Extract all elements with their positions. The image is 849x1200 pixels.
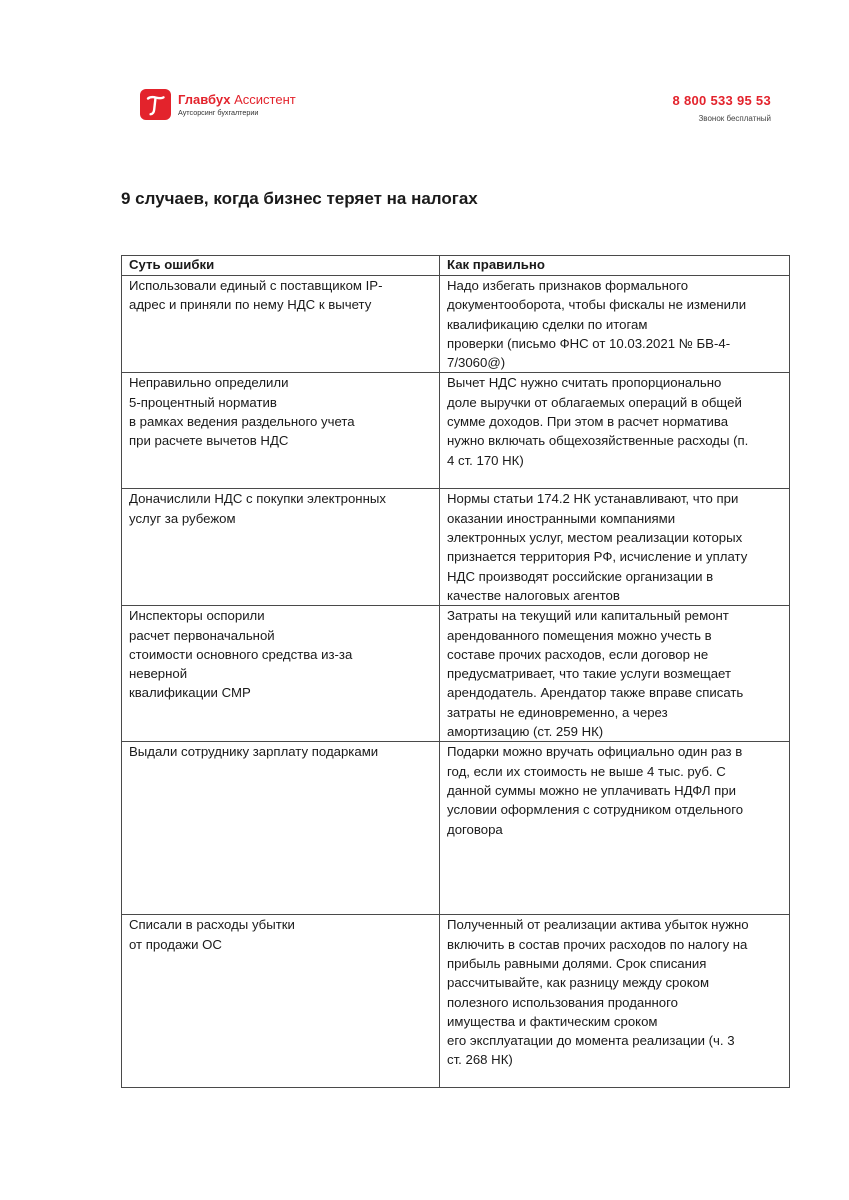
contact-block (673, 93, 771, 123)
table-row (122, 915, 790, 1088)
table-row (122, 742, 790, 915)
header-mistake: Суть ошибки (122, 256, 440, 276)
brand-name-light: Ассистент (230, 91, 296, 107)
page-title: 9 случаев, когда бизнес теряет на налогах (121, 189, 478, 208)
brand-text (178, 93, 296, 116)
correct-cell: Нормы статьи 174.2 НК устанавливают, что при оказании иностранными компаниями электронных услуг, местом реализации которых признается территория РФ, исчисление и уплату НДС производят российские организации в качестве налоговых агентов (440, 489, 790, 606)
phone-number[interactable]: 8 800 533 95 53 (672, 93, 771, 108)
mistake-cell: Выдали сотруднику зарплату подарками (122, 742, 440, 915)
brand-name-bold: Главбух (178, 91, 231, 107)
brand-name (178, 93, 296, 106)
mistake-cell: Неправильно определили 5-процентный норматив в рамках ведения раздельного учета при расчете вычетов НДС (122, 373, 440, 489)
table-header-row (122, 256, 790, 276)
table-row (122, 489, 790, 606)
phone-note: Звонок бесплатный (698, 114, 771, 123)
table-row (122, 276, 790, 373)
header-correct: Как правильно (440, 256, 790, 276)
brand-tagline: Аутсорсинг бухгалтерии (178, 107, 259, 117)
mistake-cell: Инспекторы оспорили расчет первоначальной стоимости основного средства из-за неверной квалификации СМР (122, 606, 440, 742)
correct-cell: Затраты на текущий или капитальный ремонт арендованного помещения можно учесть в составе прочих расходов, если договор не предусматривает, что такие услуги возмещает арендодатель. Арендатор также вправе списать затраты не единовременно, а через амортизацию (ст. 259 НК) (440, 606, 790, 742)
correct-cell: Полученный от реализации актива убыток нужно включить в состав прочих расходов по налогу на прибыль равными долями. Срок списания рассчитывайте, как разницу между сроком полезного использования проданного имущества и фактическим сроком его эксплуатации до момента реализации (ч. 3 ст. 268 НК) (440, 915, 790, 1088)
correct-cell: Надо избегать признаков формального документооборота, чтобы фискалы не изменили квалификацию сделки по итогам проверки (письмо ФНС от 10.03.2021 № БВ-4- 7/3060@) (440, 276, 790, 373)
errors-table (121, 255, 790, 1088)
mistake-cell: Списали в расходы убытки от продажи ОС (122, 915, 440, 1088)
correct-cell: Подарки можно вручать официально один раз в год, если их стоимость не выше 4 тыс. руб. С данной суммы можно не уплачивать НДФЛ при условии оформления с сотрудником отдельного договора (440, 742, 790, 915)
brand-logo[interactable] (140, 89, 296, 120)
table-row (122, 606, 790, 742)
correct-cell: Вычет НДС нужно считать пропорционально доле выручки от облагаемых операций в общей сумме доходов. При этом в расчет норматива нужно включать общехозяйственные расходы (п. 4 ст. 170 НК) (440, 373, 790, 489)
mistake-cell: Использовали единый с поставщиком IP- адрес и приняли по нему НДС к вычету (122, 276, 440, 373)
table-row (122, 373, 790, 489)
mistake-cell: Доначислили НДС с покупки электронных услуг за рубежом (122, 489, 440, 606)
brand-logo-icon (140, 89, 171, 120)
